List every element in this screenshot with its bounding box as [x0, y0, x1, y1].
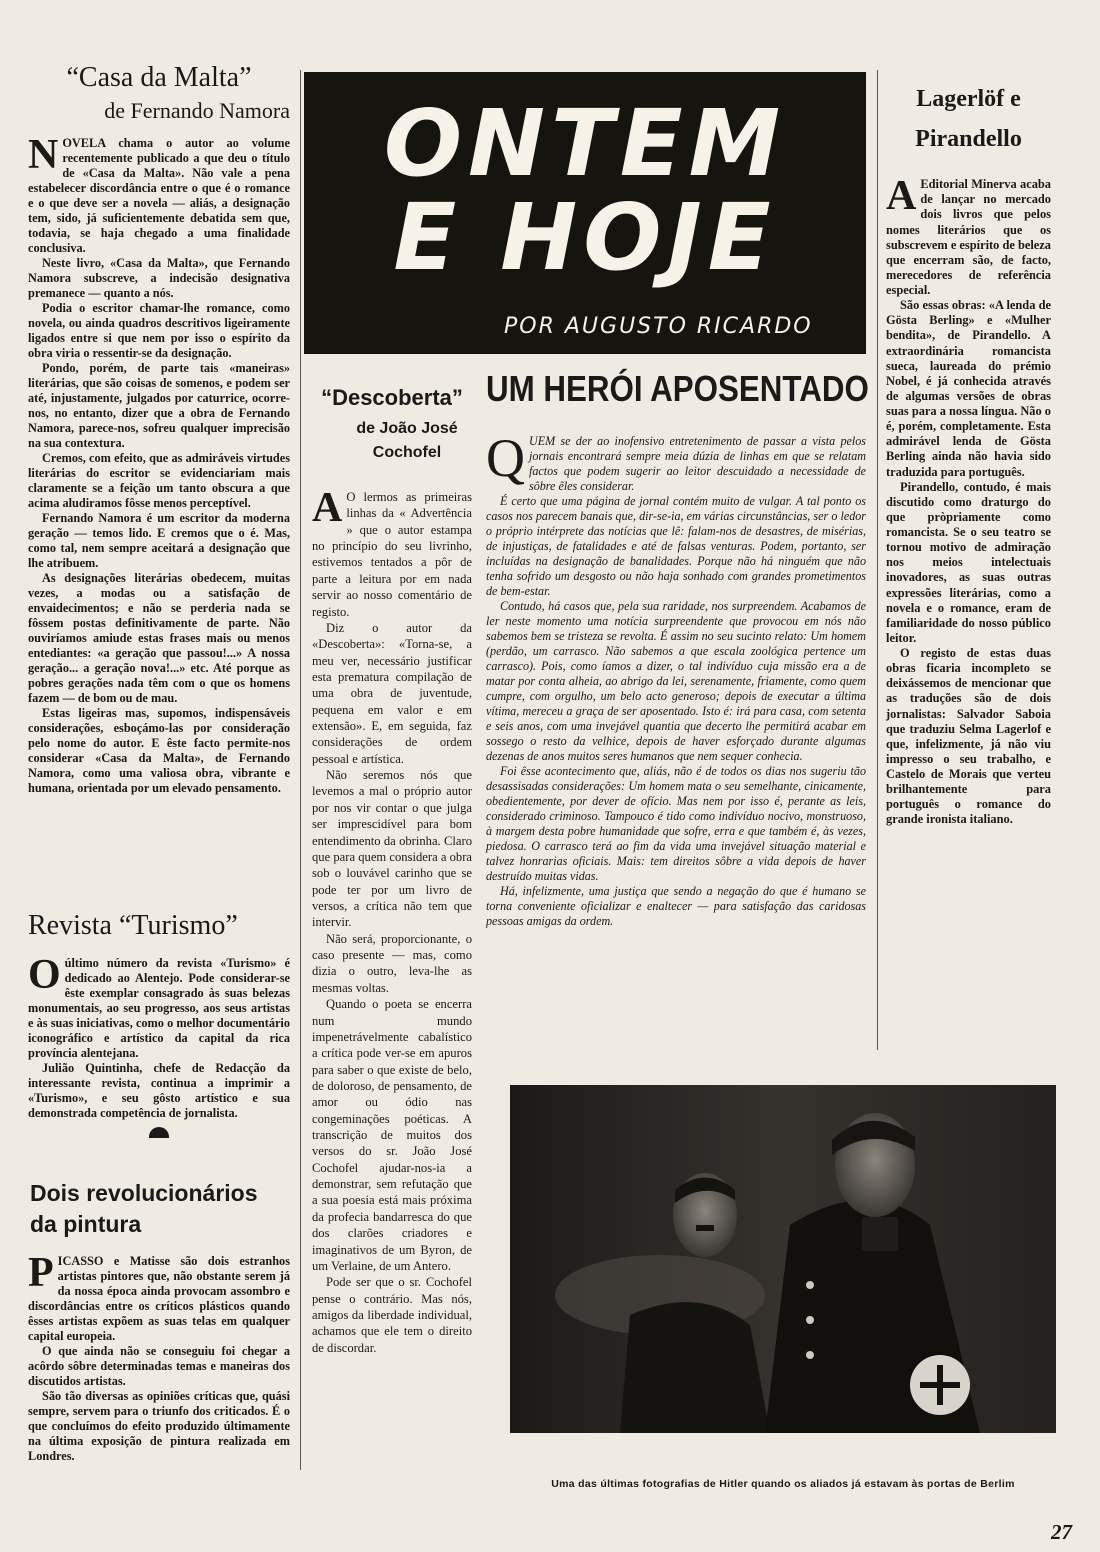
paragraph: Contudo, há casos que, pela sua raridade, nos surpreendem. Acabamos de ler neste momento uma notícia surpreendente que provocou em nós não sabemos bem se tristeza se revolta. É assim no seu sucinto relato: Um homem (perdão, um carrasco. Não sabemos a que escala zoológica pertence um carrasco). Pois, como íamos a dizer, o tal indivíduo cuja missão era a de matar por conta alheia, ao abrigo da lei, serenamente, friamente, como quem cumpre, com orgulho, um belo acto generoso; depois de executar a última vítima, mereceu a graça de ser aposentado. Isto é: irá para casa, com setenta e seis anos, com uma invejável quantia que decerto lhe permitirá acabar em sossego o resto da velhice, depois de haver esforçado durante algumas dezenas de anos muitos seres humanos que nem sequer conhecia. [486, 598, 866, 763]
paragraph: último número da revista «Turismo» é dedicado ao Alentejo. Pode considerar-se êste exemplar consagrado às suas belezas monumentais, ao seu progresso, aos seus artistas e às suas iniciativas, como o melhor documentário iconográfico e artístico da capital da rica província alentejana. [28, 956, 290, 1060]
photo-caption: Uma das últimas fotografias de Hitler quando os aliados já estavam às portas de Berlim [551, 1478, 1015, 1490]
masthead-line-2: E HOJE [393, 184, 777, 291]
paragraph: Não será, proporcionante, o caso presente — mas, como dizia o outro, leva-lhe as mesmas voltas. [312, 931, 472, 995]
article-title: Dois revolucionários da pintura [30, 1180, 258, 1238]
article-title: Lagerlöf e Pirandello [915, 86, 1022, 152]
paragraph: Pirandello, contudo, é mais discutido como draturgo do que pròpriamente como romancista. Se o seu teatro se tornou motivo de admiração nos meios intelectuais inovadores, as suas outras expressões literárias, como a novela e o romance, eram de familiaridade do nosso público leitor. [886, 479, 1051, 645]
article-descoberta [312, 385, 472, 1356]
paragraph: Fernando Namora é um escritor da moderna geração — temos lido. E cremos que o é. Mas, como tal, nem sempre aceitará a designação que lhe atribuem. [28, 511, 290, 570]
article-title: UM HERÓI APOSENTADO [486, 368, 869, 409]
paragraph: Neste livro, «Casa da Malta», que Fernando Namora subscreve, a indecisão designativa premanece — quanto a nós. [28, 256, 290, 300]
column-rule [877, 70, 878, 1050]
paragraph: O registo de estas duas obras ficaria incompleto se deixássemos de mencionar que as traduções são de dois jornalistas: Salvador Saboia que traduziu Selma Lagerlof e que, infelizmente, já não viu impresso o seu trabalho, e Castelo de Morais que verteu brilhantemente para português o romance do grande ironista italiano. [886, 646, 1051, 827]
article-dois-revolucionarios [28, 1178, 290, 1464]
paragraph: OVELA chama o autor ao volume recentemente publicado a que deu o título de «Casa da Malta». Não vale a pena estabelecer discordância entre o que é o romance e o que deve ser a novela — aliás, a designação tem, sido, já suficientemente debatida sem que, todavia, se haja chegado a uma finalidade conclusiva. [28, 136, 290, 255]
section-separator [149, 1127, 169, 1138]
paragraph: O lermos as primeiras linhas da « Advertência » que o autor estampa no princípio do seu livrinho, estivemos tentados a pôr de parte a leitura por em nada servir ao nosso comentário de registo. [312, 490, 472, 619]
article-casa-da-malta [28, 62, 290, 796]
article-body [28, 952, 290, 1121]
hitler-photo [510, 1085, 1056, 1433]
paragraph: Quando o poeta se encerra num mundo impenetrávelmente cabalístico a crítica pode ver-se em apuros para saber o que existe de belo, de doloroso, de pensamento, de amor ou ódio nas congeminações poéticas. A transcrição de muitos dos versos do sr. João José Cochofel ajudar-nos-ia a demonstrar, sem refutação que a sua poesia está mais próxima da profecia bandarresca do que dos clarões criadores e imaginativos de um Byron, de um Verlaine, de um Antero. [312, 997, 472, 1273]
paragraph: Podia o escritor chamar-lhe romance, como novela, ou ainda quadros descritivos ligeiramente ligados entre si que nem por isso o espírito da obra viria o ressentir-se da designação. [28, 301, 290, 360]
drop-cap: N [28, 132, 59, 178]
article-body [886, 173, 1051, 827]
photo-image [510, 1085, 1056, 1433]
article-subtitle: de João José Cochofel [356, 420, 458, 461]
article-body [312, 485, 472, 1356]
drop-cap: A [886, 173, 917, 220]
article-body [28, 132, 290, 796]
page-number: 27 [1051, 1520, 1072, 1544]
paragraph: Diz o autor da «Descoberta»: «Torna-se, a meu ver, necessário justificar esta prematura compilação de uma obra de juventude, pequena em valor e em extensão». E, em seguida, faz considerações de ordem pessoal e artística. [312, 620, 472, 766]
paragraph: Pondo, porém, de parte tais «maneiras» literárias, que são coisas de somenos, e podem ser até, injustamente, julgados por caturrice, ocorre-nos, no entanto, dizer que a obra de Fernando Namora, parece-nos, sofreu qualquer imprecisão na sua contextura. [28, 361, 290, 450]
article-revista-turismo [28, 910, 290, 1148]
paragraph: Cremos, com efeito, que as admiráveis virtudes literárias do escritor se evidenciariam mais claramente se a feição um tanto obscura a que acima aludiramos fôsse menos perceptível. [28, 451, 290, 510]
paragraph: É certo que uma página de jornal contém muito de vulgar. A tal ponto os casos nos parecem banais que, dir-se-ia, em várias circunstâncias, ser o ledor o próprio intérprete das notícias que lê: falam-nos de desastres, de misérias, de injustiças, de fatalidades e até de falsas venturas. Podem, portanto, ser incluídas na designação de banalidades. Porque não há ninguém que não tenha sofrido um desgosto ou não haja sonhado com grandes prometimentos de bem-estar. [486, 493, 866, 598]
paragraph: Foi êsse acontecimento que, aliás, não é de todos os dias nos sugeriu tão desassisadas considerações: Um homem mata o seu semelhante, cinicamente, obedientemente, por dever de ofício. Mas nem por isso é, perante as leis, considerado criminoso. Tampouco é tido como indivíduo nocivo, monstruoso, à margem desta pobre humanidade que sofre, erra e que também é, às vezes, piedosa. O carrasco terá ao fim da vida uma invejável situação material e talvez honrarias oficiais. Mais: tem direitos sôbre a vida depois de haver destruído muitas vidas. [486, 763, 866, 883]
paragraph: ICASSO e Matisse são dois estranhos artistas pintores que, não obstante serem já da nossa época ainda provocam assombro e discordâncias entre os críticos plásticos quando êsses artistas expõem as suas telas em qualquer capital europeia. [28, 1254, 290, 1344]
article-lagerlof-pirandello [886, 80, 1051, 828]
drop-cap: A [312, 485, 343, 531]
article-body [28, 1250, 290, 1464]
column-rule [300, 70, 301, 1470]
paragraph: São tão diversas as opiniões críticas que, quási sempre, servem para o triunfo dos criticados. É o que concluímos do efeito produzido últimamente na última exposição de pintura realizada em Londres. [28, 1389, 290, 1464]
section-masthead [304, 72, 866, 354]
paragraph: Há, infelizmente, uma justiça que sendo a negação do que é humano se torna conveniente oficializar e enaltecer — para satisfação das caridosas pessoas amigas da ordem. [486, 883, 866, 928]
drop-cap: P [28, 1250, 54, 1297]
article-title: “Descoberta” [321, 385, 463, 410]
article-body [486, 428, 866, 928]
paragraph: As designações literárias obedecem, muitas vezes, a modas ou a satisfação de envaidecimentos; e não se perderia nada se fôssem postas definitivamente de parte. Não ouviríamos amiude estas frases mais ou menos entediantes: «a geração que passou!...» A nossa geração... a geração nova!...» etc. Até porque as pobres gerações nada têm com o que os homens fazem — de bom ou de mau. [28, 571, 290, 705]
article-title: Revista “Turismo” [28, 910, 238, 941]
paragraph: Não seremos nós que levemos a mal o próprio autor por nos vir contar o que julga ser imprescidível para bom entendimento da obrinha. Claro que para quem considera a obra sob o louvável carinho que se pode ter por um livro de versos, a crítica não tem que intervir. [312, 768, 472, 930]
drop-cap: Q [486, 428, 525, 488]
paragraph: Estas ligeiras mas, supomos, indispensáveis considerações, esboçámo-las por consideração pelo nome do autor. E êste facto permite-nos considerar «Casa da Malta», de Fernando Namora, como uma valiosa obra, vibrante e humana, orientada por um elevado pensamento. [28, 706, 290, 795]
article-title: “Casa da Malta” [66, 62, 252, 93]
masthead-author: POR AUGUSTO RICARDO [504, 314, 813, 339]
drop-cap: O [28, 952, 61, 998]
paragraph: Julião Quintinha, chefe de Redacção da interessante revista, continua a imprimir a «Turismo», e seu gôsto artístico e sua demonstrada competência de jornalista. [28, 1061, 290, 1120]
article-subtitle: de Fernando Namora [104, 98, 290, 123]
masthead-line-1: ONTEM [383, 90, 787, 197]
paragraph: São essas obras: «A lenda de Gösta Berling» e «Mulher bendita», de Pirandello. A extraordinária romancista sueca, laureada do prémio Nobel, é já conhecida através de algumas versões de obras suas para a nossa língua. Não o é, porém, completamente. Esta admirável lenda de Gösta Berling ainda não havia sido traduzida para português. [886, 298, 1051, 479]
paragraph: UEM se der ao inofensivo entretenimento de passar a vista pelos jornais encontrará sempre meia dúzia de linhas em que se relatam factos que podem sugerir ao leitor descuidado a necessidade de sôbre êles considerar. [529, 434, 866, 493]
article-heroi-aposentado [486, 368, 869, 928]
paragraph: Editorial Minerva acaba de lançar no mercado dois livros que pelos nomes literários que os subscrevem e espírito de beleza que encerram são, de facto, merecedores de referência especial. [886, 177, 1051, 298]
paragraph: Pode ser que o sr. Cochofel pense o contrário. Mas nós, amigos da liberdade individual, achamos que ele tem o direito de discordar. [312, 1275, 472, 1355]
paragraph: O que ainda não se conseguiu foi chegar a acôrdo sôbre determinadas temas e maneiras dos discutidos artistas. [28, 1344, 290, 1389]
